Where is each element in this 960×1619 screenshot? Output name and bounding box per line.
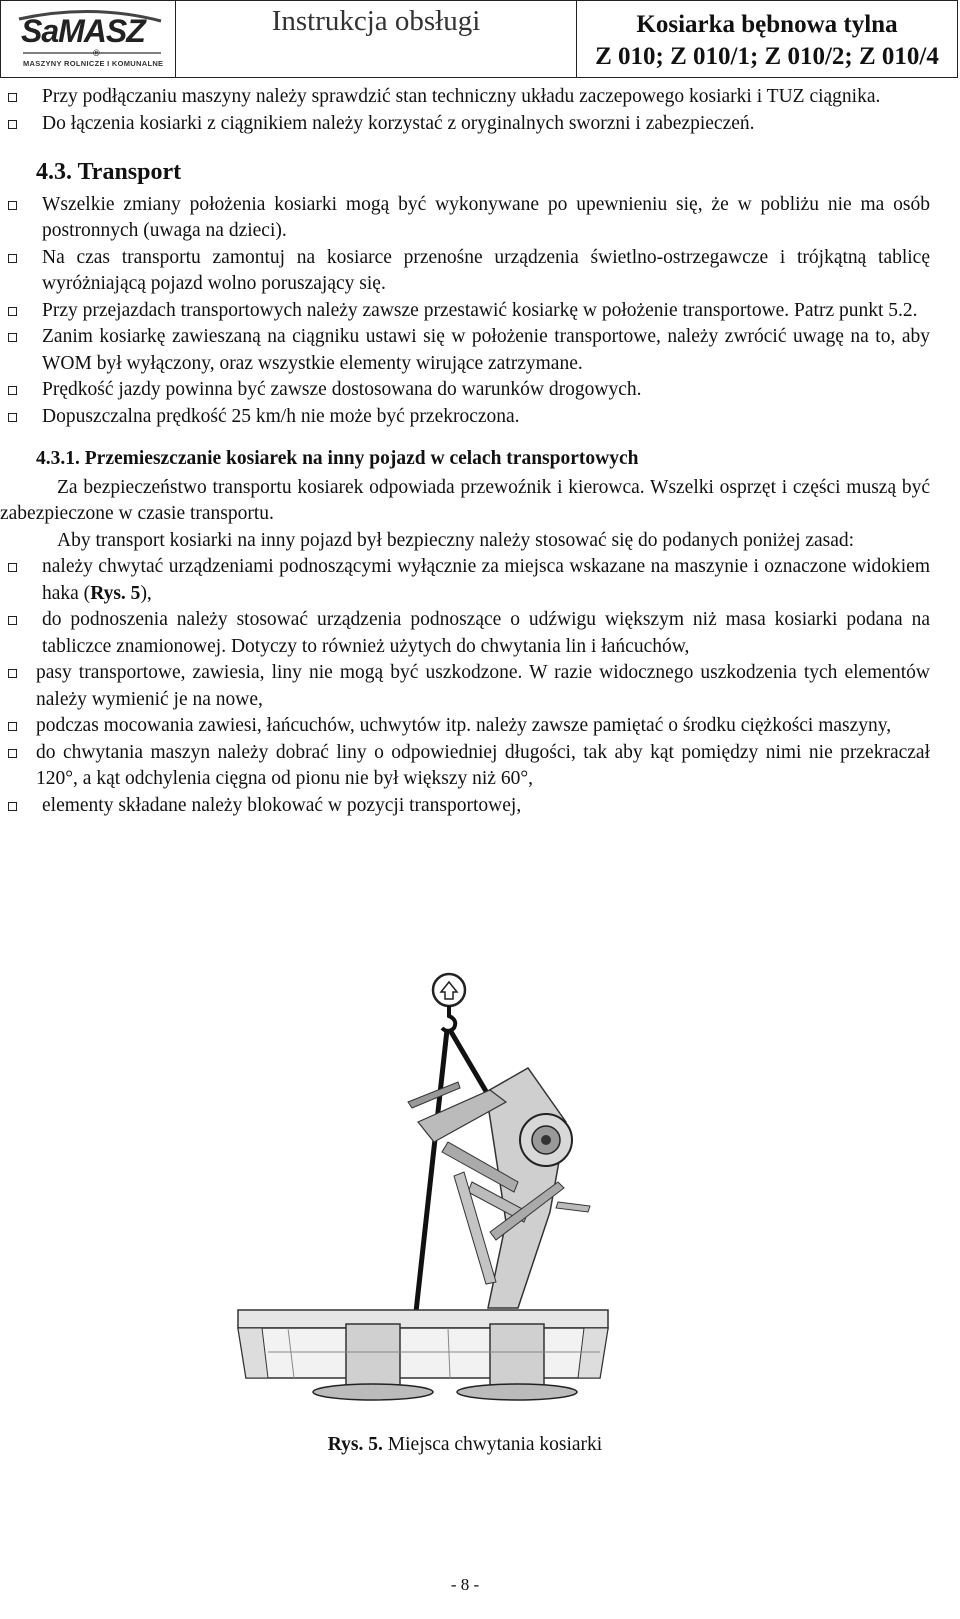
list-item: Prędkość jazdy powinna być zawsze dostosowana do warunków drogowych. bbox=[0, 377, 960, 404]
list-item: do chwytania maszyn należy dobrać liny o odpowiedniej długości, tak aby kąt pomiędzy nimi nie przekraczał 120°, a kąt odchylenia cięgna od pionu nie był większy niż 60°, bbox=[0, 740, 960, 793]
caption-ref: Rys. 5. bbox=[327, 1434, 383, 1455]
figure-caption bbox=[0, 1434, 930, 1456]
checkbox-bullet-icon bbox=[8, 333, 17, 342]
checkbox-bullet-icon bbox=[8, 254, 17, 263]
mower-lifting-figure bbox=[228, 972, 628, 1432]
checkbox-bullet-icon bbox=[8, 413, 17, 422]
caption-text: Miejsca chwytania kosiarki bbox=[382, 1434, 603, 1455]
list-item: elementy składane należy blokować w pozycji transportowej, bbox=[0, 793, 960, 820]
samasz-logo bbox=[1, 1, 176, 77]
paragraph: Za bezpieczeństwo transportu kosiarek odpowiada przewoźnik i kierowca. Wszelki osprzęt i części muszą być zabezpieczone w czasie transportu. bbox=[0, 476, 930, 524]
document-type: Instrukcja obsługi bbox=[176, 1, 577, 77]
rope-left bbox=[414, 1030, 447, 1330]
section-heading: 4.3. Transport bbox=[36, 159, 182, 185]
checkbox-bullet-icon bbox=[8, 802, 17, 811]
list-item: Na czas transportu zamontuj na kosiarce przenośne urządzenia świetlno-ostrzegawcze i trójkątną tablicę wyróżniającą pojazd wolno poruszający się. bbox=[0, 245, 960, 298]
paragraph: Aby transport kosiarki na inny pojazd był bezpieczny należy stosować się do podanych poniżej zasad: bbox=[57, 529, 855, 551]
list-item: podczas mocowania zawiesi, łańcuchów, uchwytów itp. należy zawsze pamiętać o środku ciężkości maszyny, bbox=[0, 713, 960, 740]
page-content bbox=[0, 84, 960, 819]
checkbox-bullet-icon bbox=[8, 669, 17, 678]
checkbox-bullet-icon bbox=[8, 722, 17, 731]
list-item: Dopuszczalna prędkość 25 km/h nie może być przekroczona. bbox=[0, 404, 960, 431]
checkbox-bullet-icon bbox=[8, 749, 17, 758]
list-item: Przy przejazdach transportowych należy zawsze przestawić kosiarkę w położenie transportowe. Patrz punkt 5.2. bbox=[0, 298, 960, 325]
checkbox-bullet-icon bbox=[8, 93, 17, 102]
hook-symbol-icon bbox=[433, 974, 465, 1006]
list-item: Wszelkie zmiany położenia kosiarki mogą być wykonywane po upewnieniu się, że w pobliżu nie ma osób postronnych (uwaga na dzieci). bbox=[0, 192, 960, 245]
product-models: Z 010; Z 010/1; Z 010/2; Z 010/4 bbox=[595, 43, 939, 70]
checkbox-bullet-icon bbox=[8, 120, 17, 129]
list-item: należy chwytać urządzeniami podnoszącymi wyłącznie za miejsca wskazane na maszynie i oznaczone widokiem haka (Rys. 5), bbox=[0, 554, 960, 607]
page-number: - 8 - bbox=[450, 1575, 480, 1594]
logo-text: SaMASZ bbox=[21, 13, 145, 49]
list-item: Zanim kosiarkę zawieszaną na ciągniku ustawi się w położenie transportowe, należy zwrócić uwagę na to, aby WOM był wyłączony, oraz wszystkie elementy wirujące zatrzymane. bbox=[0, 324, 960, 377]
list-item: do podnoszenia należy stosować urządzenia podnoszące o udźwigu większym niż masa kosiarki podana na tabliczce znamionowej. Dotyczy to również użytych do chwytania lin i łańcuchów, bbox=[0, 607, 960, 660]
checkbox-bullet-icon bbox=[8, 386, 17, 395]
registered-icon: ® bbox=[93, 48, 100, 58]
list-item: Do łączenia kosiarki z ciągnikiem należy korzystać z oryginalnych sworzni i zabezpieczeń. bbox=[0, 111, 960, 138]
product-name: Kosiarka bębnowa tylna bbox=[636, 11, 898, 38]
checkbox-bullet-icon bbox=[8, 307, 17, 316]
mower-drawing bbox=[228, 972, 628, 1432]
logo-subtitle: MASZYNY ROLNICZE I KOMUNALNE bbox=[23, 59, 164, 68]
checkbox-bullet-icon bbox=[8, 563, 17, 572]
checkbox-bullet-icon bbox=[8, 201, 17, 210]
list-item: pasy transportowe, zawiesia, liny nie mogą być uszkodzone. W razie widocznego uszkodzenia tych elementów należy wymienić je na nowe, bbox=[0, 660, 960, 713]
figure-reference: Rys. 5 bbox=[90, 582, 141, 604]
list-item: Przy podłączaniu maszyny należy sprawdzić stan techniczny układu zaczepowego kosiarki i TUZ ciągnika. bbox=[0, 84, 960, 111]
crane-hook-icon bbox=[442, 1006, 455, 1031]
subsection-heading: 4.3.1. Przemieszczanie kosiarek na inny pojazd w celach transportowych bbox=[36, 448, 639, 469]
product-title bbox=[577, 1, 957, 77]
checkbox-bullet-icon bbox=[8, 616, 17, 625]
page-header bbox=[0, 0, 958, 78]
